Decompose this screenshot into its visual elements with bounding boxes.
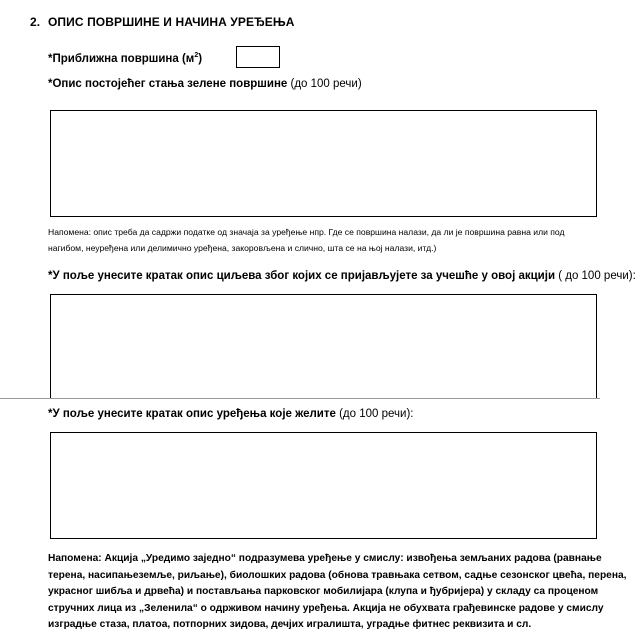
section-title (30, 15, 295, 29)
works-label: *У поље унесите кратак опис уређења које желите (до 100 речи): (48, 408, 414, 420)
description-textarea[interactable] (50, 110, 597, 217)
goals-label: *У поље унесите кратак опис циљева због којих се пријављујете за учешће у овој акцији ( до 100 речи): (48, 270, 636, 282)
page-break-divider (0, 398, 600, 399)
works-note: Напомена: Акција „Уредимо заједно“ подразумева уређење у смислу: извођења земљаних радова (равнање терена, насипањеземље, риљање), биолошких радова (обнова травњака сетвом, садње сезонског цвећа, перена, украсног шибља и дрвећа) и постављања парковског мобилијара (клупа и ђубријера) у складу са проценом стручних лица из „Зеленила“ о одрживом начину уређења. Акција не обухвата грађевинске радове у смислу изградње стаза, платоа, потпорних зидова, дечјих игралишта, уградње фитнес реквизита и сл. (48, 553, 627, 630)
goals-textarea[interactable] (50, 294, 597, 399)
area-label: *Приближна површина $(м^2)$ (48, 52, 203, 65)
area-input[interactable] (236, 46, 280, 68)
works-textarea[interactable] (50, 432, 597, 539)
description-label: *Опис постојећег стања зелене површине (до 100 речи) (48, 78, 362, 90)
section-number: 2. (30, 15, 41, 29)
section-title-text: ОПИС ПОВРШИНЕ И НАЧИНА УРЕЂЕЊА (48, 15, 295, 29)
description-note: Напомена: опис треба да садржи податке од значаја за уређење нпр. Где се површина налази, да ли је површина равна или под нагибом, неуређена или делимично уређена, закоровљена и слично, шта се на њој налази, итд.) (48, 227, 565, 253)
